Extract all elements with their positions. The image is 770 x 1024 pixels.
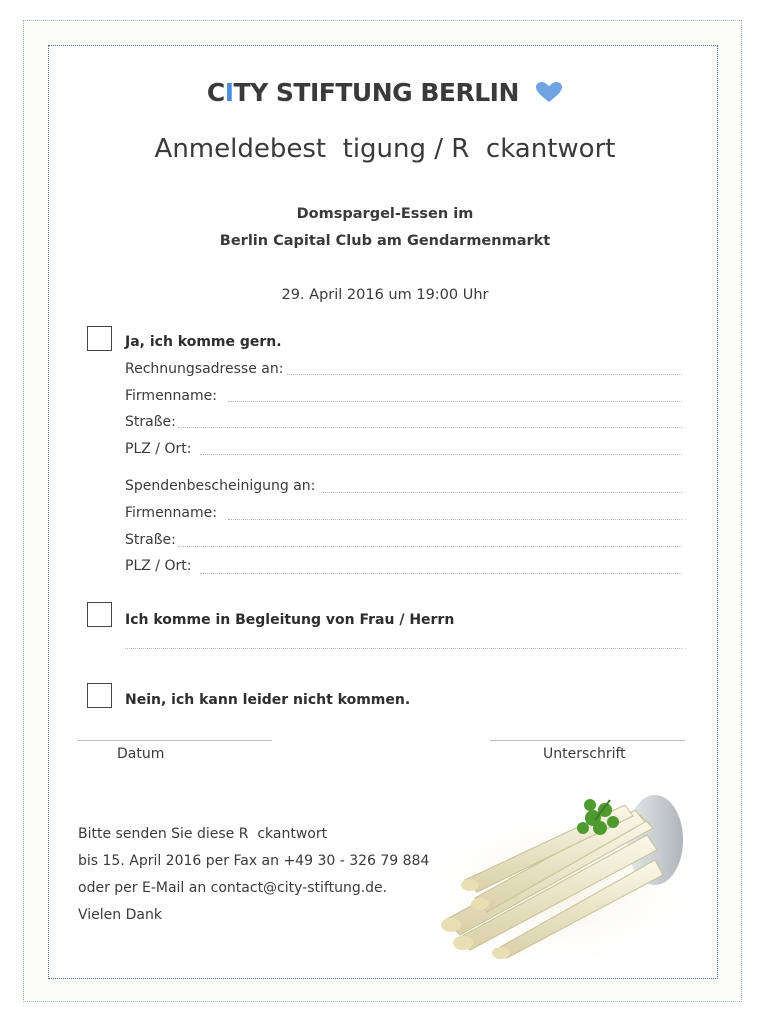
signature-caption: Unterschrift [543,746,626,762]
checkbox-yes[interactable] [87,326,112,351]
event-title-line2: Berlin Capital Club am Gendarmenmarkt [219,233,551,249]
date-line[interactable] [78,740,272,741]
billing-address-label: Rechnungsadresse an: [125,361,284,377]
footer-line1: Bitte senden Sie diese R ckantwort [78,826,328,842]
donation-zip-city-field[interactable] [200,573,682,574]
footer-line3: oder per E-Mail an contact@city-stiftung.de. [78,880,388,896]
city-stiftung-logo [0,78,770,109]
logo-letter-c: C [206,78,225,107]
billing-street-field[interactable] [178,427,682,428]
donation-street-label: Straße: [125,532,176,548]
option-yes-label: Ja, ich komme gern. [125,334,282,350]
donation-receipt-field[interactable] [323,492,682,493]
donation-company-field[interactable] [228,519,682,520]
billing-zip-city-label: PLZ / Ort: [125,441,192,457]
footer-line4: Vielen Dank [78,907,162,923]
billing-company-field[interactable] [228,401,682,402]
option-no-label: Nein, ich kann leider nicht kommen. [125,692,411,708]
page-title: Anmeldebest tigung / R ckantwort [154,134,616,164]
logo-keyhole-i: I [224,78,234,107]
billing-zip-city-field[interactable] [200,454,682,455]
heart-icon [535,80,563,109]
donation-company-label: Firmenname: [125,505,217,521]
event-date: 29. April 2016 um 19:00 Uhr [281,287,489,303]
donation-street-field[interactable] [178,546,682,547]
companion-name-field[interactable] [125,648,682,649]
billing-company-label: Firmenname: [125,388,217,404]
event-title-line1: Domspargel-Essen im [296,206,474,222]
option-companion-label: Ich komme in Begleitung von Frau / Herrn [125,612,455,628]
donation-zip-city-label: PLZ / Ort: [125,558,192,574]
donation-receipt-label: Spendenbescheinigung an: [125,478,316,494]
billing-address-field[interactable] [287,374,682,375]
checkbox-no[interactable] [87,683,112,708]
checkbox-companion[interactable] [87,602,112,627]
asparagus-photo-icon [425,780,695,960]
date-caption: Datum [117,746,165,762]
signature-line[interactable] [490,740,685,741]
billing-street-label: Straße: [125,414,176,430]
footer-line2: bis 15. April 2016 per Fax an +49 30 - 326 79 884 [78,853,430,869]
logo-text: TY STIFTUNG BERLIN [233,78,519,107]
